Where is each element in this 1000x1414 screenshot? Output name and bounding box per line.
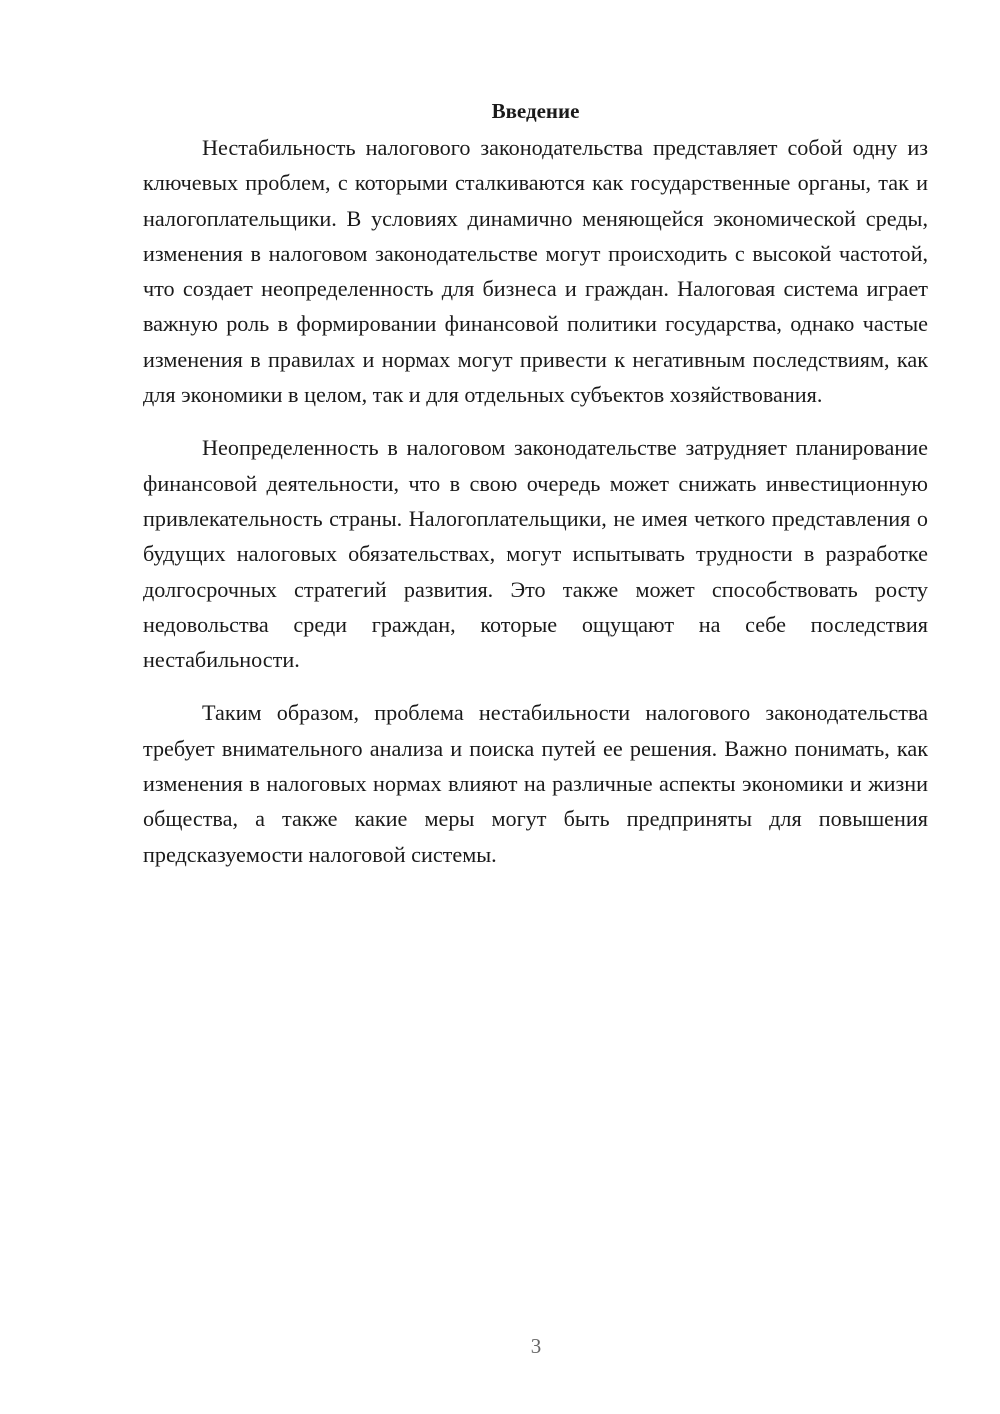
document-page bbox=[143, 96, 928, 872]
section-heading: Введение bbox=[491, 99, 580, 123]
paragraph-3: Таким образом, проблема нестабильности налогового законодательства требует внимательного анализа и поиска путей ее решения. Важно понимать, как изменения в налоговых нормах влияют на различные аспекты экономики и жизни общества, а также какие меры могут быть предприняты для повышения предсказуемости налоговой системы. bbox=[143, 700, 928, 867]
paragraph-2: Неопределенность в налоговом законодательстве затрудняет планирование финансовой деятельности, что в свою очередь может снижать инвестиционную привлекательность страны. Налогоплательщики, не имея четкого представления о будущих налоговых обязательствах, могут испытывать трудности в разработке долгосрочных стратегий развития. Это также может способствовать росту недовольства среди граждан, которые ощущают на себе последствия нестабильности. bbox=[143, 435, 928, 673]
paragraph-1: Нестабильность налогового законодательства представляет собой одну из ключевых проблем, с которыми сталкиваются как государственные органы, так и налогоплательщики. В условиях динамично меняющейся экономической среды, изменения в налоговом законодательстве могут происходить с высокой частотой, что создает неопределенность для бизнеса и граждан. Налоговая система играет важную роль в формировании финансовой политики государства, однако частые изменения в правилах и нормах могут привести к негативным последствиям, как для экономики в целом, так и для отдельных субъектов хозяйствования. bbox=[143, 135, 928, 408]
page-number: 3 bbox=[530, 1334, 542, 1358]
